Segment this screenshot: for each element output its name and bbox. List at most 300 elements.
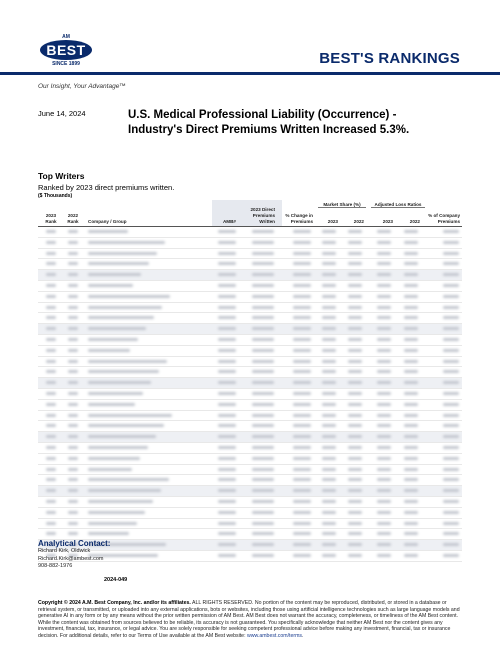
blurred-cell xyxy=(218,295,236,298)
blurred-cell xyxy=(348,370,362,373)
blurred-cell xyxy=(404,478,418,481)
col-amb-number: AMB# xyxy=(222,219,236,224)
col-direct-premiums: 2023 Direct Premiums Written xyxy=(250,207,275,224)
blurred-cell xyxy=(68,230,78,233)
blurred-cell xyxy=(46,349,56,352)
blurred-cell xyxy=(46,241,56,244)
blurred-cell xyxy=(88,295,170,298)
blurred-cell xyxy=(322,306,336,309)
blurred-cell xyxy=(293,241,311,244)
blurred-cell xyxy=(443,554,459,557)
blurred-cell xyxy=(322,381,336,384)
blurred-cell xyxy=(88,338,138,341)
col-pct-change: % Change in Premiums xyxy=(285,213,313,224)
blurred-cell xyxy=(252,532,274,535)
blurred-cell xyxy=(322,241,336,244)
blurred-cell xyxy=(322,435,336,438)
blurred-cell xyxy=(404,306,418,309)
blurred-cell xyxy=(68,435,78,438)
contact-phone: 908-882-1976 xyxy=(38,563,73,569)
blurred-cell xyxy=(68,392,78,395)
blurred-cell xyxy=(322,392,336,395)
blurred-cell xyxy=(404,295,418,298)
blurred-cell xyxy=(322,338,336,341)
blurred-cell xyxy=(68,349,78,352)
blurred-cell xyxy=(218,457,236,460)
blurred-cell xyxy=(443,262,459,265)
blurred-cell xyxy=(377,349,391,352)
blurred-cell xyxy=(348,338,362,341)
col-rank-2022: 2022 Rank xyxy=(67,213,79,224)
blurred-cell xyxy=(252,403,274,406)
blurred-cell xyxy=(322,489,336,492)
blurred-cell xyxy=(46,435,56,438)
blurred-cell xyxy=(68,316,78,319)
blurred-cell xyxy=(68,522,78,525)
blurred-cell xyxy=(322,543,336,546)
blurred-cell xyxy=(377,230,391,233)
blurred-cell xyxy=(293,381,311,384)
col-ms-2023: 2023 xyxy=(327,219,338,224)
report-code: 2024-049 xyxy=(104,577,128,583)
blurred-cell xyxy=(293,424,311,427)
blurred-cell xyxy=(252,338,274,341)
copyright-bold: Copyright © 2024 A.M. Best Company, Inc. and/or its affiliates. xyxy=(38,600,191,606)
blurred-cell xyxy=(443,457,459,460)
blurred-cell xyxy=(88,327,146,330)
blurred-cell xyxy=(404,338,418,341)
blurred-cell xyxy=(293,532,311,535)
blurred-cell xyxy=(404,392,418,395)
blurred-cell xyxy=(218,403,236,406)
blurred-cell xyxy=(218,349,236,352)
blurred-cell xyxy=(46,316,56,319)
blurred-cell xyxy=(443,522,459,525)
blurred-cell xyxy=(293,370,311,373)
blurred-cell xyxy=(252,262,274,265)
blurred-cell xyxy=(348,327,362,330)
blurred-cell xyxy=(68,468,78,471)
blurred-cell xyxy=(68,273,78,276)
blurred-cell xyxy=(46,478,56,481)
blurred-cell xyxy=(348,273,362,276)
table-row xyxy=(38,486,462,497)
blurred-cell xyxy=(377,273,391,276)
blurred-cell xyxy=(293,478,311,481)
blurred-cell xyxy=(46,489,56,492)
table-row xyxy=(38,303,462,314)
copyright-text: ALL RIGHTS RESERVED. No portion of the content may be reproduced, distributed, or stored in a database or retrieval system, or transmitted, or uploaded into any external applications, bots or websites, including those using artificial intelligence technologies such as large language models and generative AI in any form or by any means without the prior written permission of AM Best. AM Best does not warrant the accuracy, completeness, or timeliness of the AM Best content. While the content was obtained from sources believed to be reliable, its accuracy is not guaranteed. You specifically acknowledge that neither AM Best nor the content gives any investment, financial, tax, insurance, or legal advice. You are solely responsible for seeking competent professional advice before making any investment, financial, tax or insurance decision. For additional details, refer to our Terms of Use available at the AM Best website: xyxy=(38,600,460,639)
contact-email[interactable]: Richard.Kirk@ambest.com xyxy=(38,555,104,562)
blurred-cell xyxy=(46,511,56,514)
blurred-cell xyxy=(348,500,362,503)
blurred-cell xyxy=(322,424,336,427)
blurred-cell xyxy=(322,511,336,514)
blurred-cell xyxy=(293,327,311,330)
table-row xyxy=(38,475,462,486)
blurred-cell xyxy=(322,360,336,363)
table-subheading: Ranked by 2023 direct premiums written. xyxy=(38,183,175,192)
table-row xyxy=(38,227,462,238)
blurred-cell xyxy=(404,554,418,557)
table-row xyxy=(38,346,462,357)
blurred-cell xyxy=(293,511,311,514)
blurred-cell xyxy=(377,392,391,395)
blurred-cell xyxy=(68,532,78,535)
blurred-cell xyxy=(377,468,391,471)
blurred-cell xyxy=(252,446,274,449)
blurred-cell xyxy=(293,230,311,233)
blurred-cell xyxy=(293,435,311,438)
blurred-cell xyxy=(88,230,128,233)
group-loss-ratio: Adjusted Loss Ratios xyxy=(371,202,425,208)
blurred-cell xyxy=(348,468,362,471)
blurred-cell xyxy=(443,446,459,449)
logo-am-text: AM xyxy=(62,34,70,40)
blurred-cell xyxy=(293,500,311,503)
blurred-cell xyxy=(218,262,236,265)
col-pct-company: % of Company Premiums xyxy=(428,213,460,224)
blurred-cell xyxy=(322,468,336,471)
table-row xyxy=(38,378,462,389)
blurred-cell xyxy=(377,446,391,449)
blurred-cell xyxy=(218,500,236,503)
blurred-cell xyxy=(443,284,459,287)
table-row xyxy=(38,335,462,346)
blurred-cell xyxy=(443,273,459,276)
table-header xyxy=(38,200,462,227)
blurred-cell xyxy=(377,414,391,417)
blurred-cell xyxy=(68,252,78,255)
report-title-line1: U.S. Medical Professional Liability (Occurrence) - xyxy=(128,109,397,121)
col-lr-2022: 2022 xyxy=(409,219,420,224)
blurred-cell xyxy=(68,306,78,309)
blurred-cell xyxy=(252,273,274,276)
blurred-cell xyxy=(218,381,236,384)
blurred-cell xyxy=(293,392,311,395)
blurred-cell xyxy=(68,295,78,298)
blurred-cell xyxy=(377,543,391,546)
blurred-cell xyxy=(322,327,336,330)
blurred-cell xyxy=(377,424,391,427)
blurred-cell xyxy=(88,403,135,406)
blurred-cell xyxy=(68,403,78,406)
blurred-cell xyxy=(88,511,145,514)
blurred-cell xyxy=(46,522,56,525)
blurred-cell xyxy=(252,543,274,546)
blurred-cell xyxy=(322,457,336,460)
blurred-cell xyxy=(404,327,418,330)
report-title-line2: Industry's Direct Premiums Written Increased 5.3%. xyxy=(128,124,410,136)
table-row xyxy=(38,389,462,400)
blurred-cell xyxy=(377,532,391,535)
blurred-cell xyxy=(218,360,236,363)
blurred-cell xyxy=(322,500,336,503)
blurred-cell xyxy=(348,392,362,395)
blurred-cell xyxy=(46,414,56,417)
table-row xyxy=(38,281,462,292)
blurred-cell xyxy=(218,424,236,427)
blurred-cell xyxy=(377,295,391,298)
blurred-cell xyxy=(348,262,362,265)
blurred-cell xyxy=(348,414,362,417)
blurred-cell xyxy=(404,522,418,525)
blurred-cell xyxy=(377,241,391,244)
blurred-cell xyxy=(252,511,274,514)
blurred-cell xyxy=(404,500,418,503)
table-row xyxy=(38,465,462,476)
blurred-cell xyxy=(404,360,418,363)
blurred-cell xyxy=(348,478,362,481)
blurred-cell xyxy=(88,532,129,535)
blurred-cell xyxy=(88,349,130,352)
blurred-cell xyxy=(218,273,236,276)
blurred-cell xyxy=(68,327,78,330)
blurred-cell xyxy=(443,435,459,438)
blurred-cell xyxy=(252,424,274,427)
blurred-cell xyxy=(443,500,459,503)
am-best-logo xyxy=(38,34,94,71)
blurred-cell xyxy=(443,327,459,330)
blurred-cell xyxy=(404,511,418,514)
blurred-cell xyxy=(443,478,459,481)
blurred-cell xyxy=(252,306,274,309)
blurred-cell xyxy=(348,349,362,352)
blurred-cell xyxy=(322,262,336,265)
blurred-cell xyxy=(443,392,459,395)
blurred-cell xyxy=(252,468,274,471)
blurred-cell xyxy=(404,435,418,438)
blurred-cell xyxy=(348,543,362,546)
blurred-cell xyxy=(88,252,157,255)
blurred-cell xyxy=(322,230,336,233)
blurred-cell xyxy=(88,360,167,363)
blurred-cell xyxy=(218,316,236,319)
blurred-cell xyxy=(377,327,391,330)
table-row xyxy=(38,508,462,519)
blurred-cell xyxy=(322,554,336,557)
blurred-cell xyxy=(293,295,311,298)
blurred-cell xyxy=(252,489,274,492)
table-row xyxy=(38,249,462,260)
blurred-cell xyxy=(218,532,236,535)
blurred-cell xyxy=(293,446,311,449)
table-row xyxy=(38,497,462,508)
blurred-cell xyxy=(293,522,311,525)
blurred-cell xyxy=(293,252,311,255)
blurred-cell xyxy=(322,414,336,417)
blurred-cell xyxy=(218,230,236,233)
copyright-notice xyxy=(38,600,463,639)
table-row xyxy=(38,324,462,335)
blurred-cell xyxy=(68,414,78,417)
blurred-cell xyxy=(377,252,391,255)
blurred-cell xyxy=(443,381,459,384)
blurred-cell xyxy=(443,252,459,255)
blurred-cell xyxy=(218,241,236,244)
blurred-cell xyxy=(68,284,78,287)
blurred-cell xyxy=(218,392,236,395)
blurred-cell xyxy=(404,252,418,255)
blurred-cell xyxy=(322,349,336,352)
blurred-cell xyxy=(218,543,236,546)
col-rank-2023: 2023 Rank xyxy=(45,213,57,224)
blurred-cell xyxy=(252,295,274,298)
blurred-cell xyxy=(348,381,362,384)
blurred-cell xyxy=(46,468,56,471)
blurred-cell xyxy=(322,252,336,255)
blurred-cell xyxy=(293,273,311,276)
logo-best-text: BEST xyxy=(46,42,86,58)
blurred-cell xyxy=(88,370,159,373)
blurred-cell xyxy=(348,306,362,309)
blurred-cell xyxy=(252,316,274,319)
table-row xyxy=(38,454,462,465)
contact-name: Richard Kirk, Oldwick xyxy=(38,548,91,554)
table-row xyxy=(38,432,462,443)
blurred-cell xyxy=(46,424,56,427)
blurred-cell xyxy=(46,273,56,276)
table-row xyxy=(38,292,462,303)
blurred-cell xyxy=(68,500,78,503)
blurred-cell xyxy=(46,532,56,535)
blurred-cell xyxy=(443,230,459,233)
blurred-cell xyxy=(252,414,274,417)
blurred-cell xyxy=(348,489,362,492)
blurred-cell xyxy=(377,511,391,514)
blurred-cell xyxy=(46,295,56,298)
blurred-cell xyxy=(443,468,459,471)
blurred-cell xyxy=(443,424,459,427)
col-lr-2023: 2023 xyxy=(382,219,393,224)
blurred-cell xyxy=(46,306,56,309)
top-writers-table xyxy=(38,200,462,562)
blurred-cell xyxy=(68,338,78,341)
blurred-cell xyxy=(293,403,311,406)
blurred-cell xyxy=(404,424,418,427)
blurred-cell xyxy=(252,370,274,373)
blurred-cell xyxy=(443,241,459,244)
table-row xyxy=(38,519,462,530)
blurred-cell xyxy=(404,489,418,492)
blurred-cell xyxy=(443,349,459,352)
blurred-cell xyxy=(348,295,362,298)
blurred-cell xyxy=(404,370,418,373)
blurred-cell xyxy=(293,489,311,492)
blurred-cell xyxy=(46,457,56,460)
blurred-cell xyxy=(348,316,362,319)
blurred-cell xyxy=(252,392,274,395)
blurred-cell xyxy=(46,500,56,503)
blurred-cell xyxy=(68,446,78,449)
blurred-cell xyxy=(46,284,56,287)
blurred-cell xyxy=(443,316,459,319)
blurred-cell xyxy=(68,360,78,363)
blurred-cell xyxy=(252,252,274,255)
blurred-cell xyxy=(377,522,391,525)
blurred-cell xyxy=(88,424,164,427)
blurred-cell xyxy=(404,543,418,546)
blurred-cell xyxy=(46,327,56,330)
blurred-cell xyxy=(293,554,311,557)
blurred-cell xyxy=(293,543,311,546)
blurred-cell xyxy=(252,554,274,557)
blurred-cell xyxy=(322,284,336,287)
table-row xyxy=(38,259,462,270)
blurred-cell xyxy=(218,435,236,438)
table-row xyxy=(38,357,462,368)
blurred-cell xyxy=(88,392,143,395)
blurred-cell xyxy=(293,284,311,287)
blurred-cell xyxy=(46,403,56,406)
blurred-cell xyxy=(377,554,391,557)
blurred-cell xyxy=(377,489,391,492)
blurred-cell xyxy=(252,435,274,438)
table-row xyxy=(38,443,462,454)
report-title xyxy=(128,108,458,138)
blurred-cell xyxy=(377,306,391,309)
blurred-cell xyxy=(348,241,362,244)
blurred-cell xyxy=(68,478,78,481)
table-row xyxy=(38,421,462,432)
blurred-cell xyxy=(348,446,362,449)
blurred-cell xyxy=(404,262,418,265)
report-date: June 14, 2024 xyxy=(38,109,86,118)
blurred-cell xyxy=(252,500,274,503)
blurred-cell xyxy=(377,403,391,406)
blurred-cell xyxy=(377,316,391,319)
blurred-cell xyxy=(88,273,141,276)
blurred-cell xyxy=(348,424,362,427)
blurred-cell xyxy=(68,262,78,265)
blurred-cell xyxy=(252,241,274,244)
blurred-cell xyxy=(377,338,391,341)
blurred-cell xyxy=(218,511,236,514)
blurred-cell xyxy=(68,370,78,373)
blurred-cell xyxy=(348,532,362,535)
table-heading: Top Writers xyxy=(38,171,85,181)
blurred-cell xyxy=(88,468,132,471)
blurred-cell xyxy=(322,295,336,298)
table-row xyxy=(38,313,462,324)
terms-link[interactable]: www.ambest.com/terms xyxy=(246,632,303,639)
table-row xyxy=(38,270,462,281)
blurred-cell xyxy=(88,500,153,503)
blurred-cell xyxy=(88,381,151,384)
blurred-cell xyxy=(252,284,274,287)
table-row xyxy=(38,238,462,249)
blurred-cell xyxy=(348,522,362,525)
blurred-cell xyxy=(46,262,56,265)
blurred-cell xyxy=(218,284,236,287)
blurred-cell xyxy=(377,435,391,438)
blurred-cell xyxy=(322,370,336,373)
blurred-cell xyxy=(322,273,336,276)
blurred-cell xyxy=(377,360,391,363)
blurred-cell xyxy=(404,284,418,287)
blurred-cell xyxy=(322,316,336,319)
blurred-cell xyxy=(443,414,459,417)
blurred-cell xyxy=(322,478,336,481)
blurred-cell xyxy=(443,338,459,341)
blurred-cell xyxy=(348,230,362,233)
blurred-cell xyxy=(218,522,236,525)
blurred-cell xyxy=(88,457,140,460)
blurred-cell xyxy=(252,522,274,525)
blurred-cell xyxy=(348,252,362,255)
blurred-cell xyxy=(293,306,311,309)
blurred-cell xyxy=(88,446,148,449)
